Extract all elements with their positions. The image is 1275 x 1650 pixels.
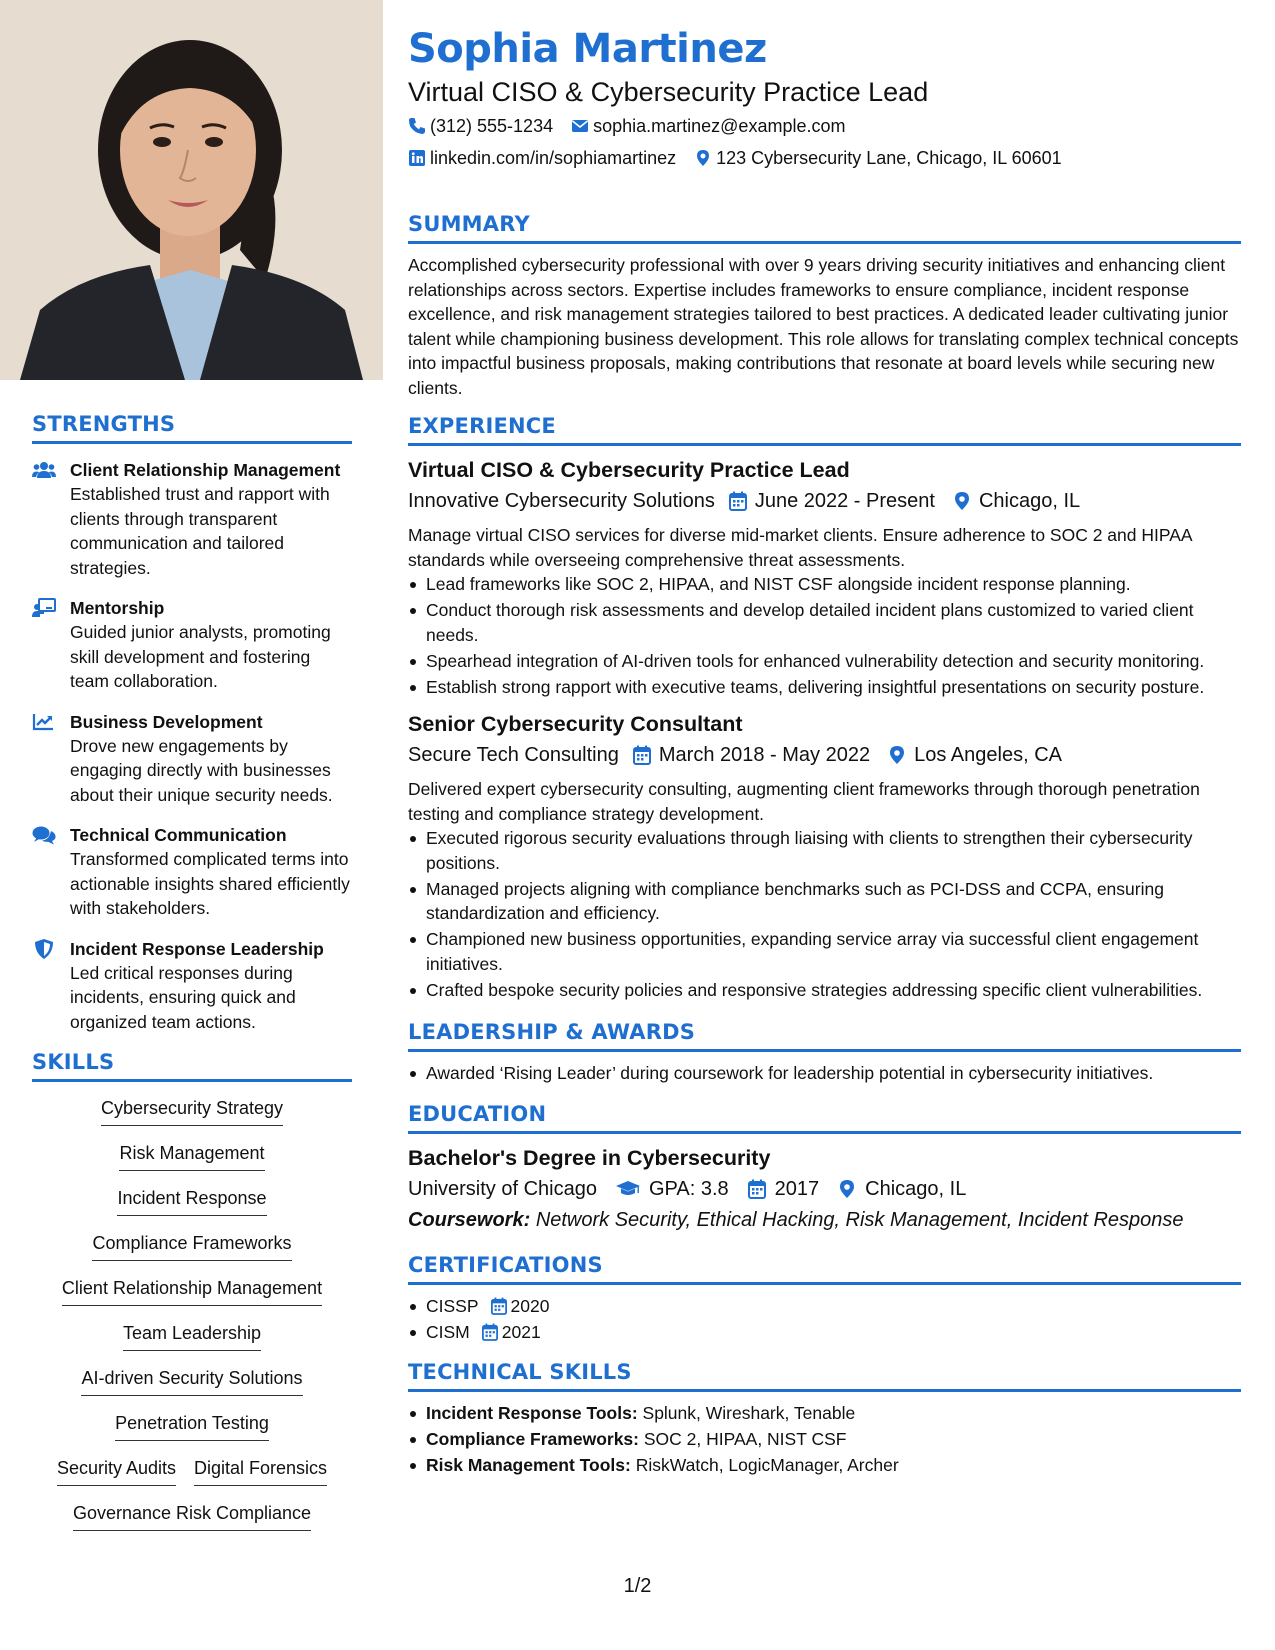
candidate-title: Virtual CISO & Cybersecurity Practice Lead xyxy=(408,77,929,107)
awards-section xyxy=(408,1020,1241,1086)
comments-icon xyxy=(32,823,70,921)
portrait-illustration xyxy=(0,0,383,380)
cert-year: 2021 xyxy=(501,1321,541,1342)
strength-title: Technical Communication xyxy=(70,825,287,845)
strength-item xyxy=(32,937,352,1035)
phone-icon xyxy=(408,117,426,135)
bullet-item: Lead frameworks like SOC 2, HIPAA, and NIST CSF alongside incident response planning. xyxy=(408,572,1241,597)
skills-list xyxy=(32,1096,352,1546)
experience-heading: EXPERIENCE xyxy=(408,414,1241,446)
cert-year: 2020 xyxy=(510,1295,550,1316)
skills-heading: SKILLS xyxy=(32,1050,352,1082)
company-name: Innovative Cybersecurity Solutions xyxy=(408,490,715,512)
tech-skill-value: Splunk, Wireshark, Tenable xyxy=(642,1403,856,1423)
shield-icon xyxy=(32,937,70,1035)
calendar-icon xyxy=(491,1297,507,1315)
awards-heading: LEADERSHIP & AWARDS xyxy=(408,1020,1241,1052)
address-text: 123 Cybersecurity Lane, Chicago, IL 60601 xyxy=(716,148,1062,168)
job-bullets xyxy=(408,572,1241,699)
candidate-name: Sophia Martinez xyxy=(408,26,767,72)
job-location: Los Angeles, CA xyxy=(914,744,1062,766)
strength-item xyxy=(32,458,352,580)
job-title: Senior Cybersecurity Consultant xyxy=(408,712,743,736)
strength-item xyxy=(32,710,352,808)
technical-skills-list xyxy=(408,1401,1241,1478)
strength-item xyxy=(32,823,352,921)
tech-skill-item xyxy=(408,1453,1241,1478)
summary-text: Accomplished cybersecurity professional with over 9 years driving security initiatives and enhancing client relationships across sectors. Expertise includes frameworks to ensure compliance, incident response excellence, and risk management strategies tailored to best practices. A dedicated leader cultivating junior talent while championing business development. This role allows for translating complex technical concepts into impactful business proposals, making contributions that resonate at board levels while securing new clients. xyxy=(408,255,1239,398)
right-column xyxy=(408,24,1241,1479)
job-bullets xyxy=(408,826,1241,1002)
skill-tag: Digital Forensics xyxy=(194,1456,327,1486)
bullet-item: Managed projects aligning with compliance benchmarks such as PCI-DSS and CCPA, ensuring standardization and efficiency. xyxy=(408,877,1241,926)
profile-photo xyxy=(0,0,383,380)
linkedin-contact[interactable] xyxy=(408,142,676,174)
education-heading: EDUCATION xyxy=(408,1102,1241,1134)
skill-tag: Security Audits xyxy=(57,1456,176,1486)
bullet-item: Establish strong rapport with executive teams, delivering insightful presentations on security posture. xyxy=(408,675,1241,700)
bullet-item: Conduct thorough risk assessments and develop detailed incident plans customized to varied client needs. xyxy=(408,598,1241,647)
tech-skill-item xyxy=(408,1427,1241,1452)
cert-name: CISSP xyxy=(426,1295,479,1316)
tech-skill-label: Incident Response Tools: xyxy=(426,1403,638,1423)
skill-tag: Governance Risk Compliance xyxy=(73,1501,311,1531)
envelope-icon xyxy=(571,117,589,135)
awards-list xyxy=(408,1061,1241,1086)
job-meta xyxy=(408,485,1241,517)
skill-tag: Cybersecurity Strategy xyxy=(101,1096,283,1126)
job-summary: Manage virtual CISO services for diverse mid-market clients. Ensure adherence to SOC 2 and HIPAA standards while overseeing comprehensive threat assessments. xyxy=(408,525,1192,570)
tech-skill-label: Risk Management Tools: xyxy=(426,1455,631,1475)
chart-line-icon xyxy=(32,710,70,808)
bullet-item: Crafted bespoke security policies and responsive strategies addressing specific client vulnerabilities. xyxy=(408,978,1241,1003)
coursework-list: Network Security, Ethical Hacking, Risk Management, Incident Response xyxy=(535,1208,1184,1231)
education-section xyxy=(408,1102,1241,1235)
location-pin-icon xyxy=(888,745,906,765)
certifications-section xyxy=(408,1253,1241,1345)
location-pin-icon xyxy=(837,1179,857,1199)
bullet-item: Championed new business opportunities, expanding service array via successful client engagement initiatives. xyxy=(408,927,1241,976)
left-content xyxy=(32,412,352,1546)
strength-item xyxy=(32,596,352,694)
page-number: 1/2 xyxy=(623,1575,652,1597)
gpa-value: GPA: 3.8 xyxy=(648,1177,729,1200)
certifications-list xyxy=(408,1294,1241,1345)
award-item: Awarded ‘Rising Leader’ during coursework for leadership potential in cybersecurity initiatives. xyxy=(408,1061,1241,1086)
strength-title: Client Relationship Management xyxy=(70,460,341,480)
certification-item xyxy=(408,1320,1241,1345)
technical-skills-heading: TECHNICAL SKILLS xyxy=(408,1360,1241,1392)
bullet-item: Spearhead integration of AI-driven tools for enhanced vulnerability detection and security monitoring. xyxy=(408,649,1241,674)
education-meta xyxy=(408,1173,1241,1205)
phone-number: (312) 555-1234 xyxy=(430,116,554,136)
contact-row xyxy=(408,110,1241,142)
email-address: sophia.martinez@example.com xyxy=(593,116,846,136)
strength-title: Incident Response Leadership xyxy=(70,938,324,959)
coursework xyxy=(408,1205,1241,1235)
technical-skills-section xyxy=(408,1360,1241,1478)
company-name: Secure Tech Consulting xyxy=(408,744,619,766)
coursework-label: Coursework: xyxy=(408,1208,531,1231)
degree-title: Bachelor's Degree in Cybersecurity xyxy=(408,1145,771,1170)
job-summary: Delivered expert cybersecurity consulting, augmenting client frameworks through thorough penetration testing and compliance strategy development. xyxy=(408,779,1200,824)
job-entry xyxy=(408,709,1241,1002)
job-title: Virtual CISO & Cybersecurity Practice Lead xyxy=(408,458,850,482)
strength-desc: Drove new engagements by engaging directly with businesses about their unique security needs. xyxy=(70,735,333,805)
certifications-heading: CERTIFICATIONS xyxy=(408,1253,1241,1285)
experience-section xyxy=(408,414,1241,1002)
linkedin-url: linkedin.com/in/sophiamartinez xyxy=(430,148,677,168)
graduation-cap-icon xyxy=(615,1179,641,1199)
job-entry xyxy=(408,455,1241,699)
skill-tag: Client Relationship Management xyxy=(62,1276,322,1306)
strength-desc: Transformed complicated terms into actionable insights shared efficiently with stakeholders. xyxy=(70,849,350,918)
calendar-icon xyxy=(729,491,747,511)
strength-desc: Established trust and rapport with clients through transparent communication and tailored strategies. xyxy=(70,484,330,578)
left-column xyxy=(0,0,383,1650)
cert-name: CISM xyxy=(426,1321,470,1342)
email-contact[interactable] xyxy=(571,110,845,142)
calendar-icon xyxy=(747,1179,767,1199)
job-dates: June 2022 - Present xyxy=(754,490,935,512)
strengths-heading: STRENGTHS xyxy=(32,412,352,444)
address-contact xyxy=(694,142,1062,174)
location-pin-icon xyxy=(694,149,712,167)
summary-heading: SUMMARY xyxy=(408,212,1241,244)
phone-contact[interactable] xyxy=(408,110,553,142)
calendar-icon xyxy=(633,745,651,765)
school-name: University of Chicago xyxy=(408,1177,597,1200)
teacher-icon xyxy=(32,596,70,694)
job-dates: March 2018 - May 2022 xyxy=(658,744,871,766)
location-pin-icon xyxy=(953,491,971,511)
strength-desc: Guided junior analysts, promoting skill development and fostering team collaboration. xyxy=(70,622,331,691)
strength-desc: Led critical responses during incidents, ensuring quick and organized team actions. xyxy=(70,962,296,1032)
school-location: Chicago, IL xyxy=(865,1177,967,1200)
strength-title: Mentorship xyxy=(70,598,165,618)
bullet-item: Executed rigorous security evaluations through liaising with clients to strengthen their cybersecurity positions. xyxy=(408,826,1241,875)
users-icon xyxy=(32,458,70,580)
strength-title: Business Development xyxy=(70,711,263,732)
skill-tag: Compliance Frameworks xyxy=(92,1231,291,1261)
tech-skill-label: Compliance Frameworks: xyxy=(426,1429,639,1449)
tech-skill-value: SOC 2, HIPAA, NIST CSF xyxy=(643,1429,847,1449)
summary-section xyxy=(408,212,1241,400)
certification-item xyxy=(408,1294,1241,1319)
calendar-icon xyxy=(482,1323,498,1341)
tech-skill-item xyxy=(408,1401,1241,1426)
skill-tag: Team Leadership xyxy=(123,1321,261,1351)
graduation-year: 2017 xyxy=(774,1177,820,1200)
linkedin-icon xyxy=(408,149,426,167)
skill-tag: Penetration Testing xyxy=(115,1411,269,1441)
contact-row-2 xyxy=(408,142,1241,174)
job-meta xyxy=(408,739,1241,771)
job-location: Chicago, IL xyxy=(978,490,1081,512)
skill-tag: Risk Management xyxy=(119,1141,264,1171)
skill-tag: Incident Response xyxy=(117,1186,266,1216)
tech-skill-value: RiskWatch, LogicManager, Archer xyxy=(635,1455,899,1475)
skill-tag: AI-driven Security Solutions xyxy=(81,1366,302,1396)
